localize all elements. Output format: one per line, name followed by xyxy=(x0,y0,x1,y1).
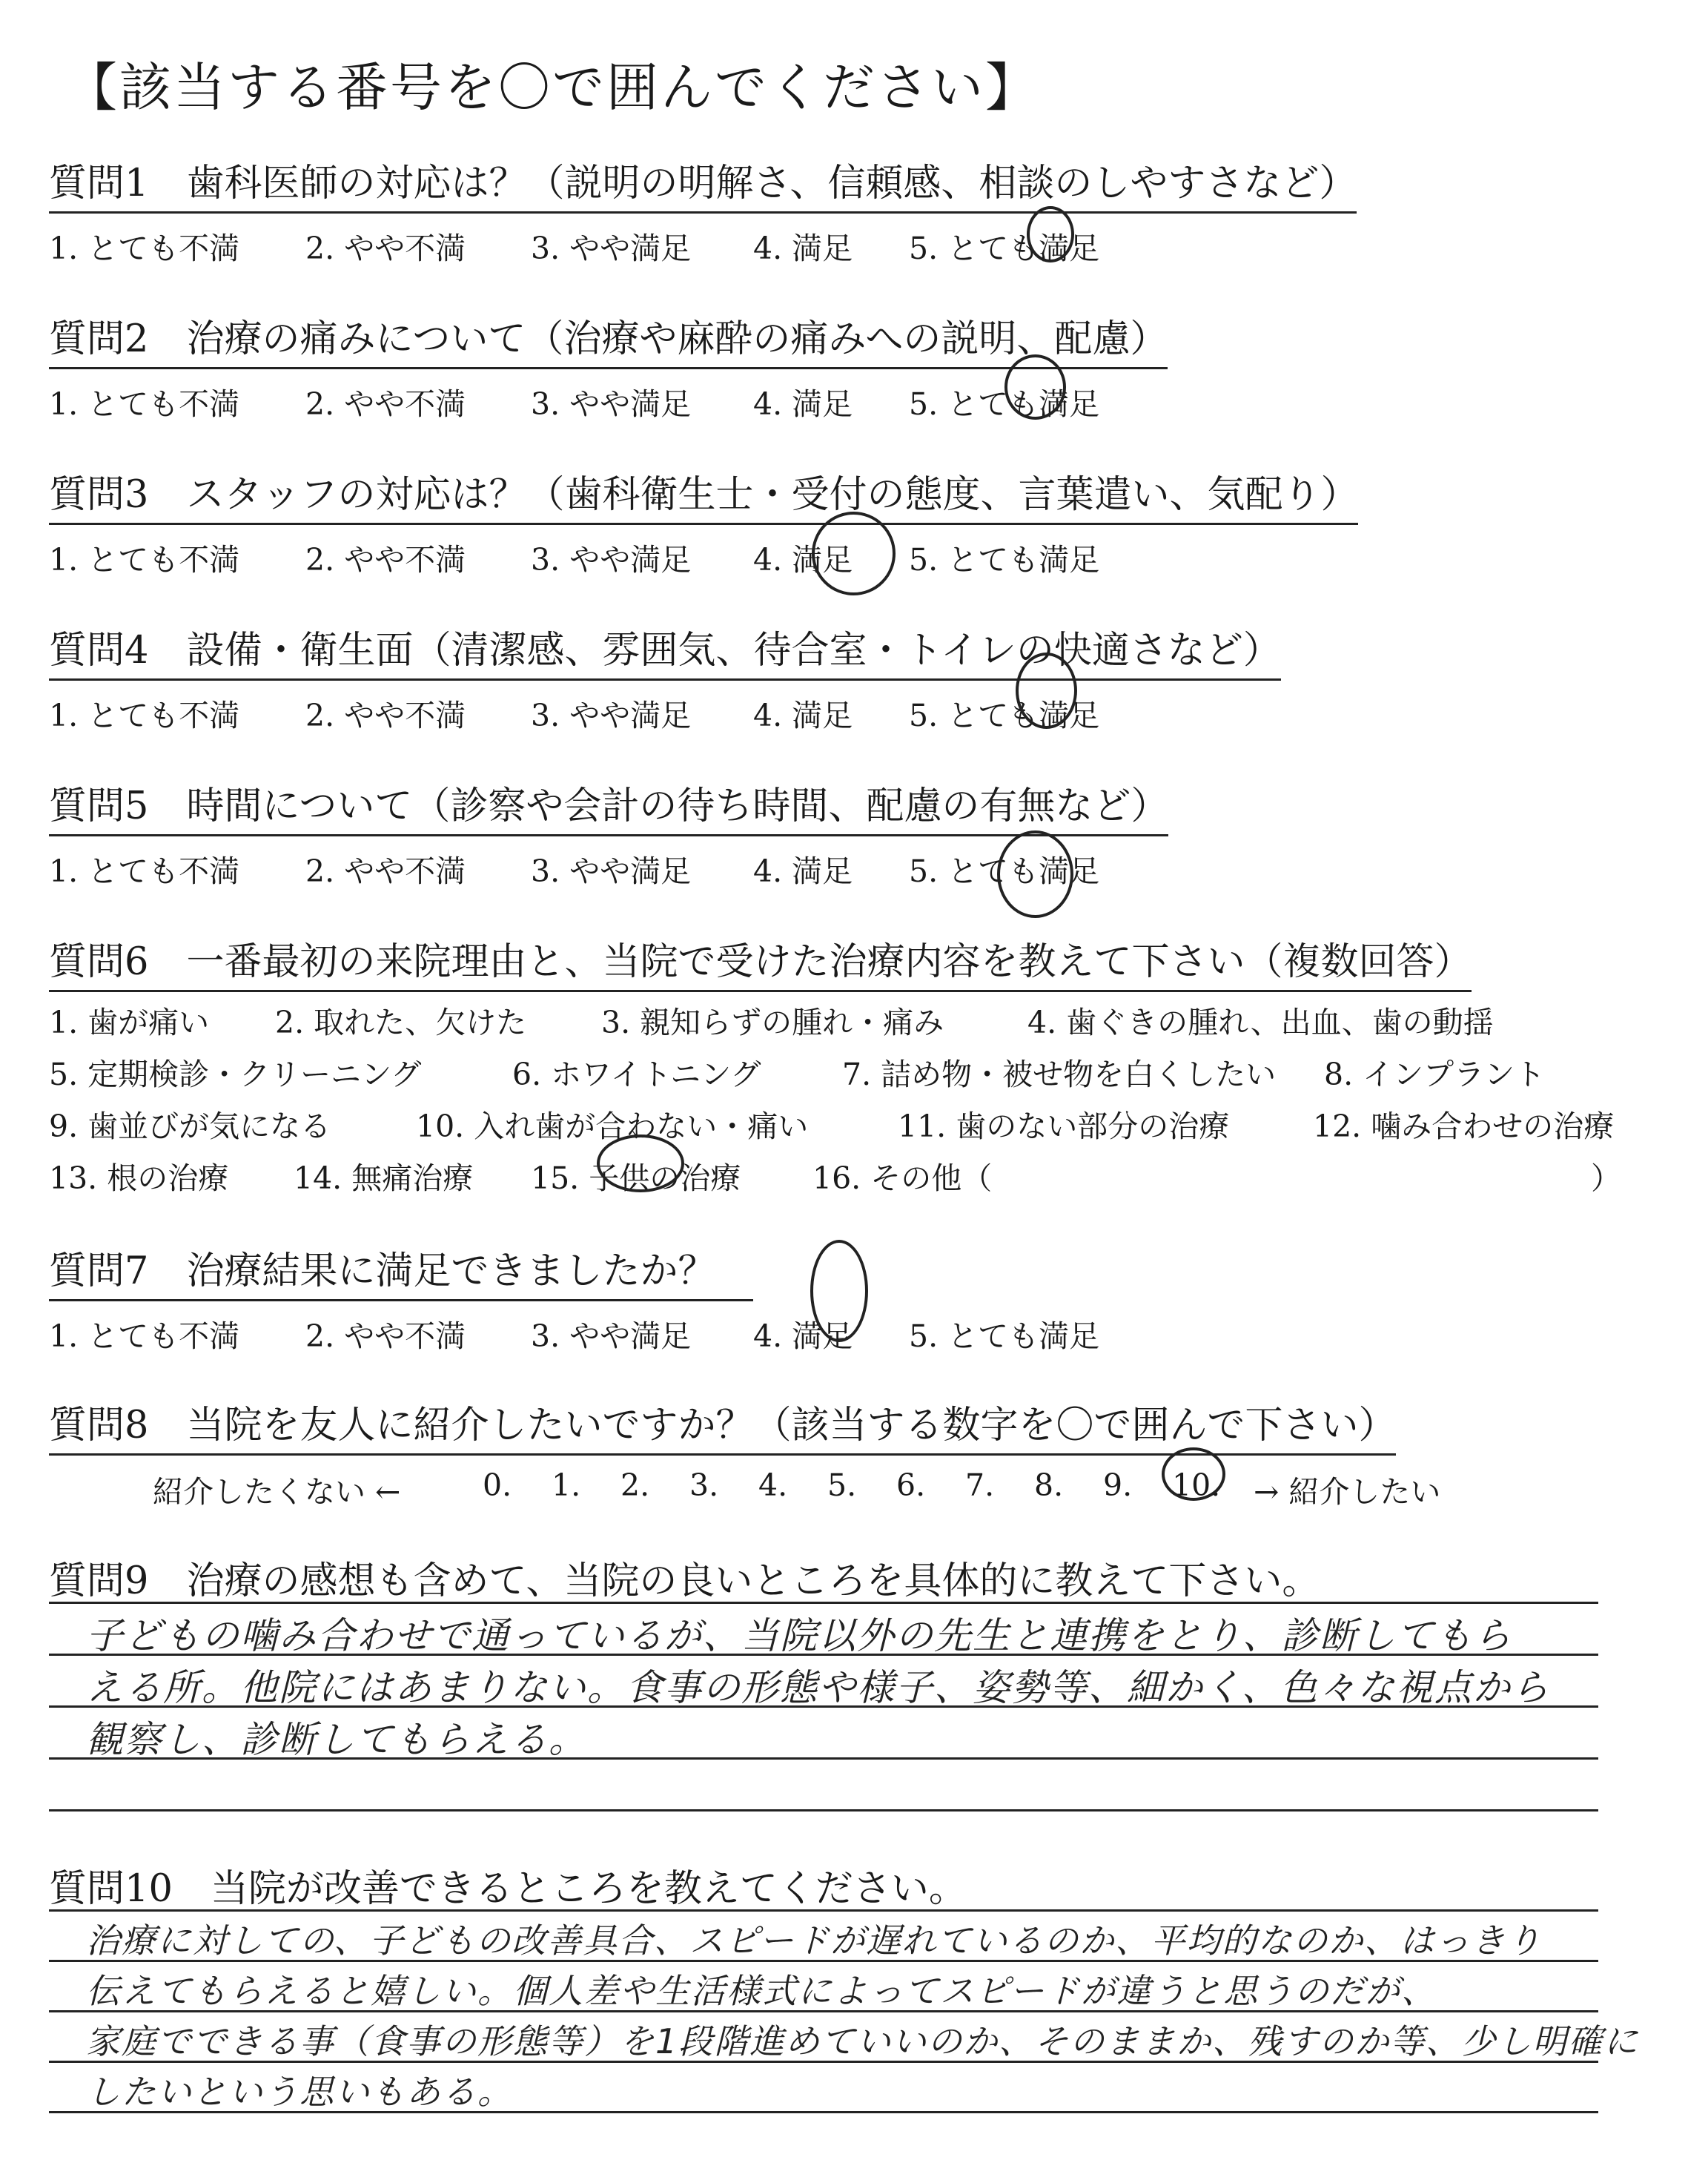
question-6-row-3 xyxy=(49,1102,1665,1148)
option-10[interactable]: 10. 入れ歯が合わない・痛い xyxy=(416,1109,809,1144)
handwritten-line: 治療に対しての、子どもの改善具合、スピードが遅れているのか、平均的なのか、はっきり xyxy=(86,1920,1543,1961)
option-6[interactable]: 6. ホワイトニング xyxy=(512,1057,761,1092)
option-3[interactable]: 3. やや満足 xyxy=(531,231,692,266)
scale-8[interactable]: 8. xyxy=(1034,1467,1064,1503)
option-2[interactable]: 2. やや不満 xyxy=(305,386,466,422)
scale-4[interactable]: 4. xyxy=(758,1467,788,1503)
option-15[interactable]: 15. 子供の治療 xyxy=(531,1160,741,1196)
question-8 xyxy=(49,1394,1665,1509)
question-1-title: 質問1 歯科医師の対応は？（説明の明解さ、信頼感、相談のしやすさなど） xyxy=(49,152,1357,214)
scale-3[interactable]: 3. xyxy=(689,1467,719,1503)
question-4-options xyxy=(49,691,1665,733)
handwritten-line: える所。他院にはあまりない。食事の形態や様子、姿勢等、細かく、色々な視点から xyxy=(86,1666,1550,1709)
option-3[interactable]: 3. やや満足 xyxy=(531,1318,692,1354)
scale-7[interactable]: 7. xyxy=(965,1467,995,1503)
question-10-answer-area[interactable] xyxy=(49,1909,1640,2132)
question-8-scale xyxy=(49,1467,1665,1509)
option-5[interactable]: 5. とても満足 xyxy=(909,542,1100,578)
question-7-title: 質問7 治療結果に満足できましたか？ xyxy=(49,1240,753,1301)
option-5[interactable]: 5. とても満足 xyxy=(909,231,1100,266)
scale-left-label: 紹介したくない ← xyxy=(153,1474,401,1510)
scale-9[interactable]: 9. xyxy=(1103,1467,1133,1503)
answer-circle-q3 xyxy=(812,512,896,595)
option-1[interactable]: 1. とても不満 xyxy=(49,386,240,422)
option-2[interactable]: 2. やや不満 xyxy=(305,698,466,733)
scale-right-label: → 紹介したい xyxy=(1254,1474,1441,1510)
scale-2[interactable]: 2. xyxy=(620,1467,650,1503)
option-8[interactable]: 8. インプラント xyxy=(1324,1057,1546,1092)
option-1[interactable]: 1. とても不満 xyxy=(49,698,240,733)
question-9 xyxy=(49,1550,1665,1609)
handwritten-line: 家庭でできる事（食事の形態等）を1段階進めていいのか、そのままか、残すのか等、少し明確に xyxy=(86,2021,1640,2061)
option-3[interactable]: 3. やや満足 xyxy=(531,853,692,889)
option-1[interactable]: 1. 歯が痛い xyxy=(49,1005,210,1040)
option-2[interactable]: 2. 取れた、欠けた xyxy=(275,1005,527,1040)
ruled-line xyxy=(49,1809,1598,1811)
scale-10[interactable]: 10. xyxy=(1172,1467,1221,1503)
question-5 xyxy=(49,775,1665,889)
question-6-row-4 xyxy=(49,1154,1665,1200)
answer-circle-q6 xyxy=(597,1135,684,1192)
answer-circle-q5 xyxy=(997,830,1073,918)
handwritten-line: したいという思いもある。 xyxy=(86,2072,513,2112)
option-16-close: ） xyxy=(1591,1160,1621,1196)
option-4[interactable]: 4. 満足 xyxy=(753,542,853,578)
question-5-options xyxy=(49,847,1665,889)
option-3[interactable]: 3. やや満足 xyxy=(531,542,692,578)
handwritten-line: 子どもの噛み合わせで通っているが、当院以外の先生と連携をとり、診断してもら xyxy=(86,1614,1512,1657)
question-6-title: 質問6 一番最初の来院理由と、当院で受けた治療内容を教えて下さい（複数回答） xyxy=(49,931,1472,992)
scale-0[interactable]: 0. xyxy=(483,1467,512,1503)
question-2 xyxy=(49,308,1665,422)
question-6 xyxy=(49,931,1665,1200)
option-12[interactable]: 12. 噛み合わせの治療 xyxy=(1313,1109,1615,1144)
question-6-row-2 xyxy=(49,1050,1665,1096)
option-4[interactable]: 4. 満足 xyxy=(753,231,853,266)
question-9-title: 質問9 治療の感想も含めて、当院の良いところを具体的に教えて下さい。 xyxy=(49,1559,1320,1603)
option-13[interactable]: 13. 根の治療 xyxy=(49,1160,229,1196)
option-2[interactable]: 2. やや不満 xyxy=(305,853,466,889)
option-4[interactable]: 4. 満足 xyxy=(753,386,853,422)
option-5[interactable]: 5. とても満足 xyxy=(909,1318,1100,1354)
option-1[interactable]: 1. とても不満 xyxy=(49,1318,240,1354)
option-1[interactable]: 1. とても不満 xyxy=(49,853,240,889)
option-9[interactable]: 9. 歯並びが気になる xyxy=(49,1109,331,1144)
option-1[interactable]: 1. とても不満 xyxy=(49,542,240,578)
question-3-title: 質問3 スタッフの対応は？（歯科衛生士・受付の態度、言葉遣い、気配り） xyxy=(49,463,1358,525)
question-8-title: 質問8 当院を友人に紹介したいですか？（該当する数字を〇で囲んで下さい） xyxy=(49,1394,1396,1456)
handwritten-line: 伝えてもらえると嬉しい。個人差や生活様式によってスピードが違うと思うのだが、 xyxy=(86,1971,1437,2011)
scale-5[interactable]: 5. xyxy=(827,1467,857,1503)
question-2-title: 質問2 治療の痛みについて（治療や麻酔の痛みへの説明、配慮） xyxy=(49,308,1168,369)
answer-circle-q8 xyxy=(1162,1447,1225,1501)
option-2[interactable]: 2. やや不満 xyxy=(305,231,466,266)
option-4[interactable]: 4. 満足 xyxy=(753,698,853,733)
option-2[interactable]: 2. やや不満 xyxy=(305,1318,466,1354)
question-4-title: 質問4 設備・衛生面（清潔感、雰囲気、待合室・トイレの快適さなど） xyxy=(49,619,1281,681)
ruled-line xyxy=(49,1602,1598,1604)
option-3[interactable]: 3. やや満足 xyxy=(531,386,692,422)
question-6-row-1 xyxy=(49,998,1665,1044)
option-1[interactable]: 1. とても不満 xyxy=(49,231,240,266)
question-1 xyxy=(49,152,1665,266)
option-7[interactable]: 7. 詰め物・被せ物を白くしたい xyxy=(842,1057,1277,1092)
question-9-answer-area[interactable] xyxy=(49,1602,1598,1824)
answer-circle-q1 xyxy=(1027,206,1074,262)
option-4[interactable]: 4. 満足 xyxy=(753,1318,853,1354)
option-5[interactable]: 5. とても満足 xyxy=(909,853,1100,889)
scale-6[interactable]: 6. xyxy=(896,1467,926,1503)
option-3[interactable]: 3. 親知らずの腫れ・痛み xyxy=(601,1005,944,1040)
option-14[interactable]: 14. 無痛治療 xyxy=(294,1160,474,1196)
option-5[interactable]: 5. 定期検診・クリーニング xyxy=(49,1057,422,1092)
option-3[interactable]: 3. やや満足 xyxy=(531,698,692,733)
question-5-title: 質問5 時間について（診察や会計の待ち時間、配慮の有無など） xyxy=(49,775,1168,836)
option-5[interactable]: 5. とても満足 xyxy=(909,698,1100,733)
question-1-options xyxy=(49,224,1665,266)
option-4[interactable]: 4. 満足 xyxy=(753,853,853,889)
ruled-line xyxy=(49,1909,1598,1912)
question-10-title: 質問10 当院が改善できるところを教えてください。 xyxy=(49,1867,967,1911)
option-16[interactable]: 16. その他（ xyxy=(812,1160,993,1196)
answer-circle-q7 xyxy=(810,1240,868,1342)
scale-1[interactable]: 1. xyxy=(552,1467,581,1503)
question-2-options xyxy=(49,380,1665,422)
answer-circle-q2 xyxy=(1004,354,1066,420)
question-4 xyxy=(49,619,1665,733)
answer-circle-q4 xyxy=(1016,653,1077,729)
option-2[interactable]: 2. やや不満 xyxy=(305,542,466,578)
handwritten-line: 観察し、診断してもらえる。 xyxy=(86,1718,587,1761)
option-5[interactable]: 5. とても満足 xyxy=(909,386,1100,422)
page-heading: 【該当する番号を〇で囲んでください】 xyxy=(65,57,1039,118)
question-10 xyxy=(49,1857,1665,1917)
option-11[interactable]: 11. 歯のない部分の治療 xyxy=(898,1109,1230,1144)
option-4[interactable]: 4. 歯ぐきの腫れ、出血、歯の動揺 xyxy=(1027,1005,1494,1040)
